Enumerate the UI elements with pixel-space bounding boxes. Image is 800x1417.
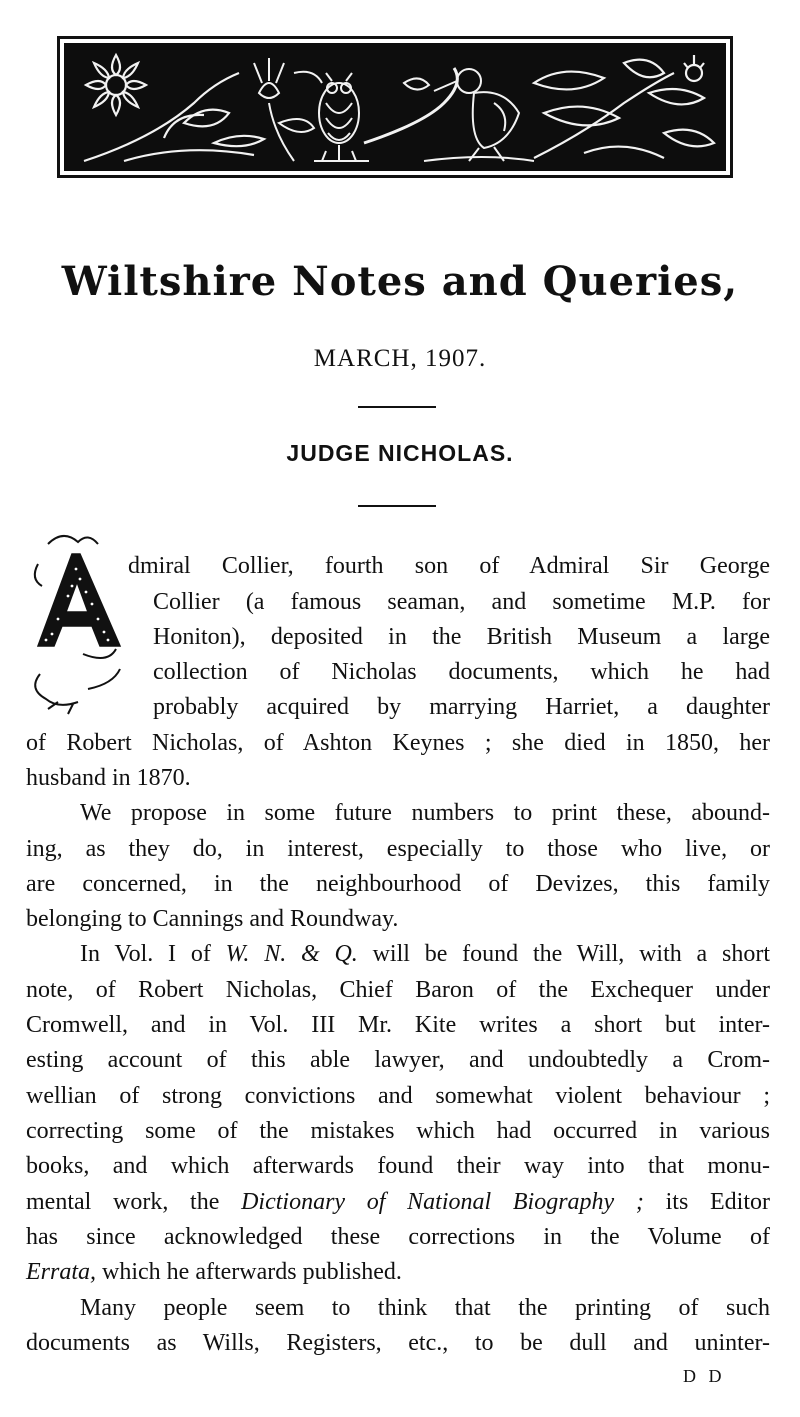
divider-rule [358, 505, 436, 507]
text-fragment: will be found the Will, with a short [357, 941, 771, 967]
text-fragment: which he afterwards published. [96, 1259, 402, 1285]
ornamental-banner [57, 36, 733, 178]
text-line: of Robert Nicholas, of Ashton Keynes ; she died in 1850, her [26, 730, 770, 756]
ornamental-initial-icon [28, 524, 128, 724]
banner-artwork [64, 43, 726, 171]
text-line: books, and which afterwards found their way into that monu- [26, 1153, 770, 1179]
text-fragment: In Vol. I of [80, 941, 226, 967]
article-heading: JUDGE NICHOLAS. [286, 440, 514, 466]
text-fragment: its Editor [643, 1189, 771, 1215]
text-line: Many people seem to think that the printing of such [80, 1295, 770, 1321]
book-title: Dictionary of National Biography ; [241, 1189, 644, 1215]
text-fragment: mental work, the [26, 1189, 242, 1215]
text-line: husband in 1870. [26, 765, 191, 791]
journal-abbreviation: W. N. & Q. [225, 941, 358, 967]
text-line: belonging to Cannings and Roundway. [26, 906, 399, 932]
text-line: Collier (a famous seaman, and sometime M.P. for [153, 589, 770, 615]
text-line [80, 939, 770, 969]
signature-mark: D D [683, 1366, 726, 1386]
text-line: dmiral Collier, fourth son of Admiral Sir George [128, 553, 770, 579]
divider-rule [358, 406, 436, 408]
text-line: note, of Robert Nicholas, Chief Baron of the Exchequer under [26, 977, 770, 1003]
text-line: correcting some of the mistakes which had occurred in various [26, 1118, 770, 1144]
text-line: ing, as they do, in interest, especially to those who live, or [26, 836, 770, 862]
text-line: probably acquired by marrying Harriet, a daughter [153, 694, 770, 720]
text-line: are concerned, in the neighbourhood of Devizes, this family [26, 871, 770, 897]
text-line: wellian of strong convictions and somewhat violent behaviour ; [26, 1083, 770, 1109]
journal-title: Wiltshire Notes and Queries, [61, 258, 739, 305]
floral-ornament-icon [64, 43, 726, 171]
text-line: esting account of this able lawyer, and undoubtedly a Crom- [26, 1047, 770, 1073]
text-line [26, 1187, 770, 1217]
text-line [26, 1257, 770, 1287]
drop-cap [28, 524, 128, 724]
text-line: Honiton), deposited in the British Museum a large [153, 624, 770, 650]
text-line: documents as Wills, Registers, etc., to be dull and uninter- [26, 1330, 770, 1356]
book-title: Errata, [26, 1259, 97, 1285]
text-line: has since acknowledged these corrections in the Volume of [26, 1224, 770, 1250]
issue-date: MARCH, 1907. [313, 345, 487, 372]
text-line: We propose in some future numbers to print these, abound- [80, 800, 770, 826]
text-line: collection of Nicholas documents, which he had [153, 659, 770, 685]
text-line: Cromwell, and in Vol. III Mr. Kite writes a short but inter- [26, 1012, 770, 1038]
